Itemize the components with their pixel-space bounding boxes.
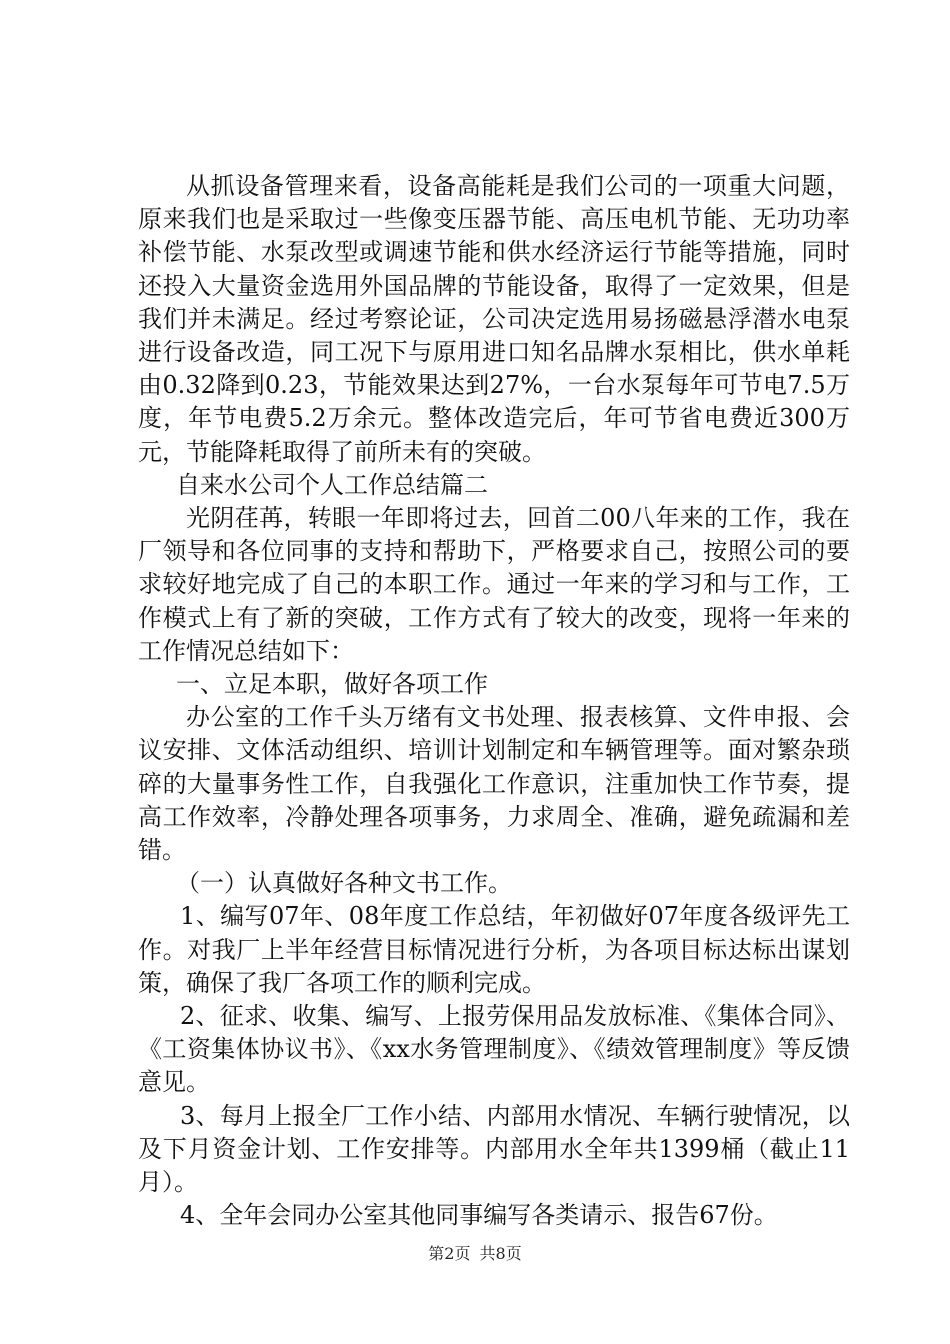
page-number: 第2页 <box>428 1244 471 1263</box>
heading-focus-on-duties: 一、立足本职，做好各项工作 <box>176 670 488 699</box>
section-title-part-two: 自来水公司个人工作总结篇二 <box>176 470 488 499</box>
document-body <box>138 170 850 1233</box>
heading-document-work: （一）认真做好各种文书工作。 <box>176 869 512 898</box>
page-footer <box>0 1241 950 1264</box>
list-item-1: 1、编写07年、08年度工作总结，年初做好07年度各级评先工作。对我厂上半年经营目标情况进行分析，为各项目标达标出谋划策，确保了我厂各项工作的顺利完成。 <box>138 902 850 997</box>
list-item-4: 4、全年会同办公室其他同事编写各类请示、报告67份。 <box>180 1201 778 1230</box>
page-total: 共8页 <box>479 1244 522 1263</box>
paragraph-year-review: 光阴荏苒，转眼一年即将过去，回首二00八年来的工作，我在厂领导和各位同事的支持和帮助下，严格要求自己，按照公司的要求较好地完成了自己的本职工作。通过一年来的学习和与工作，工作模式上有了新的突破，工作方式有了较大的改变，现将一年来的工作情况总结如下： <box>138 504 850 665</box>
list-item-2: 2、征求、收集、编写、上报劳保用品发放标准、《集体合同》、《工资集体协议书》、《xx水务管理制度》、《绩效管理制度》等反馈意见。 <box>138 1002 850 1097</box>
paragraph-office-work: 办公室的工作千头万绪有文书处理、报表核算、文件申报、会议安排、文体活动组织、培训计划制定和车辆管理等。面对繁杂琐碎的大量事务性工作，自我强化工作意识，注重加快工作节奏，提高工作效率，冷静处理各项事务，力求周全、准确，避免疏漏和差错。 <box>138 703 850 865</box>
list-item-3: 3、每月上报全厂工作小结、内部用水情况、车辆行驶情况，以及下月资金计划、工作安排等。内部用水全年共1399桶（截止11月）。 <box>138 1101 850 1197</box>
paragraph-equipment-management: 从抓设备管理来看，设备高能耗是我们公司的一项重大问题，原来我们也是采取过一些像变压器节能、高压电机节能、无功功率补偿节能、水泵改型或调速节能和供水经济运行节能等措施，同时还投入大量资金选用外国品牌的节能设备，取得了一定效果，但是我们并未满足。经过考察论证，公司决定选用易扬磁悬浮潜水电泵进行设备改造，同工况下与原用进口知名品牌水泵相比，供水单耗由0.32降到0.23，节能效果达到27%，一台水泵每年可节电7.5万度，年节电费5.2万余元。整体改造完后，年可节省电费近300万元，节能降耗取得了前所未有的突破。 <box>138 172 850 466</box>
